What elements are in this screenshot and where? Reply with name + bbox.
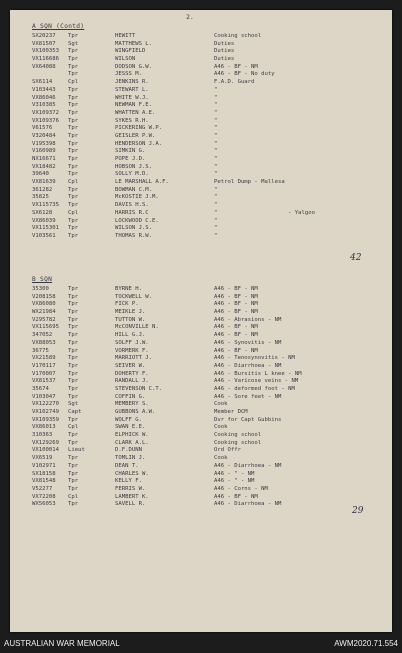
roll-row bbox=[32, 363, 362, 371]
duty-note: A46 - BF - NM bbox=[214, 347, 258, 354]
rank: Sgt bbox=[68, 40, 79, 47]
roll-row bbox=[32, 64, 362, 72]
duty-note: A46 - Diarrhoea - NM bbox=[214, 362, 282, 369]
service-number: V170117 bbox=[32, 362, 56, 369]
roll-row bbox=[32, 56, 362, 64]
member-name: CLARK A.L. bbox=[115, 439, 149, 446]
roll-row bbox=[32, 210, 362, 218]
rank: Tpr bbox=[68, 56, 79, 63]
rank: Tpr bbox=[68, 132, 79, 139]
member-name: CHARLES W. bbox=[115, 470, 149, 477]
service-number: 361282 bbox=[32, 186, 53, 193]
service-number: VX86046 bbox=[32, 94, 56, 101]
member-name: POPE J.D. bbox=[115, 156, 146, 162]
rank: Tpr bbox=[68, 140, 79, 147]
member-name: HENDERSON J.A. bbox=[115, 140, 163, 147]
duty-note: A46 - BF - No duty bbox=[214, 71, 275, 78]
rank: Tpr bbox=[68, 416, 79, 423]
duty-note: " bbox=[214, 156, 218, 162]
section-b-heading: B SQN bbox=[32, 276, 53, 283]
rank: Tpr bbox=[68, 217, 79, 224]
rank: Tpr bbox=[68, 94, 79, 101]
duty-note: A46 - " - NM bbox=[214, 470, 255, 477]
duty-note: Cook bbox=[214, 401, 228, 408]
service-number: SX18158 bbox=[32, 470, 56, 477]
member-name: BOWMAN C.M. bbox=[115, 186, 153, 193]
rank: Tpr bbox=[68, 316, 79, 323]
duty-note: " bbox=[214, 217, 218, 224]
rank: Tpr bbox=[68, 225, 79, 232]
member-name: DOHERTY F. bbox=[115, 370, 149, 377]
duty-note: " bbox=[214, 109, 218, 116]
roll-row bbox=[32, 455, 362, 463]
member-name: MEIKLE J. bbox=[115, 309, 146, 316]
member-name: WHATTEN A.E. bbox=[115, 109, 156, 116]
rank: Tpr bbox=[68, 156, 79, 162]
member-name: FICK P. bbox=[115, 301, 139, 308]
rank: Tpr bbox=[68, 202, 79, 209]
duty-note: A46 - Varicose veins - NM bbox=[214, 378, 299, 385]
duty-note: A46 - Synovitis - NM bbox=[214, 339, 282, 346]
member-name: DODSON G.W. bbox=[115, 63, 153, 70]
roll-row bbox=[32, 48, 362, 56]
rank: Tpr bbox=[68, 332, 79, 339]
rank: Tpr bbox=[68, 455, 79, 462]
member-name: JESSS M. bbox=[115, 71, 142, 78]
duty-note: Cooking school bbox=[214, 33, 262, 39]
duty-note: " bbox=[214, 86, 218, 93]
duty-note: " bbox=[214, 132, 218, 139]
roll-row bbox=[32, 494, 362, 502]
service-number: V320484 bbox=[32, 132, 56, 139]
roll-row bbox=[32, 218, 362, 226]
caption-accession-number: AWM2020.71.554 bbox=[334, 639, 398, 648]
service-number: VX21589 bbox=[32, 355, 56, 362]
service-number: VX86013 bbox=[32, 424, 56, 431]
member-name: HEWITT bbox=[115, 33, 136, 39]
roll-row bbox=[32, 87, 362, 95]
service-number: SX6128 bbox=[32, 209, 53, 216]
member-name: FERRIS W. bbox=[115, 485, 146, 492]
roll-row bbox=[32, 118, 362, 126]
member-name: VORMERK F. bbox=[115, 347, 149, 354]
service-number: VX81639 bbox=[32, 179, 56, 186]
member-name: MATTHEWS L. bbox=[115, 40, 153, 47]
member-name: HARRIS R.C bbox=[115, 209, 149, 216]
member-name: SIMKIN G. bbox=[115, 148, 146, 155]
roll-row bbox=[32, 424, 362, 432]
duty-note: A46 - Bursitis L knee - NM bbox=[214, 370, 302, 377]
duty-note: A46 - BF - NM bbox=[214, 324, 258, 331]
rank: Tpr bbox=[68, 362, 79, 369]
service-number: V160989 bbox=[32, 148, 56, 155]
rank: Tpr bbox=[68, 293, 79, 300]
member-name: LE MARSHALL A.F. bbox=[115, 179, 169, 186]
roll-row bbox=[32, 41, 362, 49]
service-number: VX109372 bbox=[32, 109, 59, 116]
rank: Tpr bbox=[68, 163, 79, 170]
rank: Tpr bbox=[68, 309, 79, 316]
roll-row bbox=[32, 164, 362, 172]
rank: Tpr bbox=[68, 501, 79, 508]
roll-row bbox=[32, 179, 362, 187]
rank: Tpr bbox=[68, 347, 79, 354]
roll-row bbox=[32, 95, 362, 103]
rank: Sgt bbox=[68, 401, 79, 408]
roll-row bbox=[32, 233, 362, 241]
section-b-roll bbox=[32, 286, 362, 509]
service-number: VX72208 bbox=[32, 493, 56, 500]
member-name: SWAN E.E. bbox=[115, 424, 146, 431]
member-name: D.F.DUNN bbox=[115, 447, 142, 454]
rank: Cpl bbox=[68, 209, 79, 216]
duty-note: " bbox=[214, 140, 218, 147]
roll-row bbox=[32, 355, 362, 363]
service-number: NX16671 bbox=[32, 156, 56, 162]
roll-row bbox=[32, 417, 362, 425]
duty-note: A46 - Diarrhoea - NM bbox=[214, 462, 282, 469]
member-name: McCONVILLE N. bbox=[115, 324, 159, 331]
service-number: V295782 bbox=[32, 316, 56, 323]
rank: Tpr bbox=[68, 286, 79, 292]
roll-row bbox=[32, 394, 362, 402]
service-number: 35300 bbox=[32, 286, 49, 292]
service-number: 310363 bbox=[32, 432, 53, 439]
roll-row bbox=[32, 317, 362, 325]
service-number: VX115735 bbox=[32, 202, 59, 209]
duty-note: Duties bbox=[214, 56, 235, 63]
roll-row bbox=[32, 156, 362, 164]
rank: Tpr bbox=[68, 48, 79, 55]
member-name: COFFIN G. bbox=[115, 393, 146, 400]
rank: Tpr bbox=[68, 125, 79, 132]
service-number: WX21984 bbox=[32, 309, 56, 316]
roll-row bbox=[32, 102, 362, 110]
service-number: SX6114 bbox=[32, 79, 53, 86]
duty-note: " bbox=[214, 117, 218, 124]
member-name: McKOSTIE J.M. bbox=[115, 194, 159, 201]
service-number: VX81548 bbox=[32, 478, 56, 485]
caption-institution: AUSTRALIAN WAR MEMORIAL bbox=[4, 639, 120, 648]
roll-row bbox=[32, 432, 362, 440]
duty-note: " bbox=[214, 163, 218, 170]
duty-note: " bbox=[214, 148, 218, 155]
member-name: WHITE W.J. bbox=[115, 94, 149, 101]
duty-note: A46 - Sore feet - NM bbox=[214, 393, 282, 400]
service-number: V103443 bbox=[32, 86, 56, 93]
roll-row bbox=[32, 486, 362, 494]
rank: Tpr bbox=[68, 86, 79, 93]
service-number: VX122270 bbox=[32, 401, 59, 408]
duty-note: " bbox=[214, 232, 218, 239]
service-number: 36775 bbox=[32, 347, 49, 354]
duty-note: " bbox=[214, 94, 218, 101]
roll-row bbox=[32, 478, 362, 486]
rank: Tpr bbox=[68, 378, 79, 385]
member-name: RANDALL J. bbox=[115, 378, 149, 385]
duty-note: " bbox=[214, 102, 218, 109]
service-number: VX81507 bbox=[32, 40, 56, 47]
member-name: DEAN T. bbox=[115, 462, 139, 469]
handwritten-count-a: 42 bbox=[350, 253, 362, 263]
member-name: ELPHICK W. bbox=[115, 432, 149, 439]
duty-note: " bbox=[214, 171, 218, 178]
roll-row bbox=[32, 133, 362, 141]
member-name: GUBBONS A.W. bbox=[115, 409, 156, 415]
roll-row bbox=[32, 386, 362, 394]
member-name: SYKES R.H. bbox=[115, 117, 149, 124]
member-name: LOCKWOOD C.E. bbox=[115, 217, 159, 224]
rank: Tpr bbox=[68, 462, 79, 469]
rank: Tpr bbox=[68, 102, 79, 109]
roll-row bbox=[32, 332, 362, 340]
service-number: VX100353 bbox=[32, 48, 59, 55]
rank: Tpr bbox=[68, 194, 79, 201]
duty-note: A46 - BF - NM bbox=[214, 493, 258, 500]
duty-note: Cooking school bbox=[214, 439, 262, 446]
member-name: WOLFF G. bbox=[115, 416, 142, 423]
service-number: VX115301 bbox=[32, 225, 59, 232]
member-name: BYRNE H. bbox=[115, 286, 142, 292]
service-number: 35674 bbox=[32, 385, 49, 392]
handwritten-count-b: 29 bbox=[352, 506, 364, 516]
duty-note: Petrol Dump - Mallesa bbox=[214, 179, 285, 186]
roll-row bbox=[32, 501, 362, 509]
member-name: WILSON J.S. bbox=[115, 225, 153, 232]
service-number: VX116686 bbox=[32, 56, 59, 63]
roll-row bbox=[32, 171, 362, 179]
duty-note: A46 - BF - NM bbox=[214, 332, 258, 339]
duty-note: Duties bbox=[214, 40, 235, 47]
rank: Tpr bbox=[68, 232, 79, 239]
rank: Tpr bbox=[68, 63, 79, 70]
rank: Tpr bbox=[68, 71, 79, 78]
roll-row bbox=[32, 324, 362, 332]
duty-note: " bbox=[214, 225, 218, 232]
duty-note: " bbox=[214, 209, 218, 216]
member-name: STEWART L. bbox=[115, 86, 149, 93]
member-name: PICKERING W.P. bbox=[115, 125, 163, 132]
roll-row bbox=[32, 194, 362, 202]
duty-note: A46 - BF - NM bbox=[214, 301, 258, 308]
section-a-roll bbox=[32, 33, 362, 241]
rank: Tpr bbox=[68, 432, 79, 439]
duty-note: A46 - Abrasions - NM bbox=[214, 316, 282, 323]
service-number: VX100014 bbox=[32, 447, 59, 454]
duty-note: Member DCM bbox=[214, 409, 248, 415]
rank: Tpr bbox=[68, 485, 79, 492]
service-number: WX56053 bbox=[32, 501, 56, 508]
service-number: VX109359 bbox=[32, 416, 59, 423]
rank: Tpr bbox=[68, 478, 79, 485]
roll-row bbox=[32, 202, 362, 210]
duty-note: A46 - deformed foot - NM bbox=[214, 385, 295, 392]
duty-note: Cooking school bbox=[214, 432, 262, 439]
roll-row bbox=[32, 141, 362, 149]
service-number: VX109376 bbox=[32, 117, 59, 124]
duty-note: Dvr for Capt Gubbins bbox=[214, 416, 282, 423]
member-name: TOMLIN J. bbox=[115, 455, 146, 462]
rank: Tpr bbox=[68, 370, 79, 377]
service-number: VX129269 bbox=[32, 439, 59, 446]
service-number: VX102749 bbox=[32, 409, 59, 415]
rank: Lieut bbox=[68, 447, 85, 454]
duty-note: Duties bbox=[214, 48, 235, 55]
roll-row bbox=[32, 401, 362, 409]
roll-row bbox=[32, 348, 362, 356]
roll-row bbox=[32, 409, 362, 417]
rank: Cpl bbox=[68, 424, 79, 431]
member-name: STEVENSON C.T. bbox=[115, 385, 163, 392]
service-number: VX6519 bbox=[32, 455, 53, 462]
roll-row bbox=[32, 471, 362, 479]
document-page bbox=[10, 10, 392, 632]
member-name: WILSON bbox=[115, 56, 136, 63]
rank: Cpl bbox=[68, 179, 79, 186]
rank: Tpr bbox=[68, 439, 79, 446]
member-name: SOLFF J.W. bbox=[115, 339, 149, 346]
duty-note: A46 - " - NM bbox=[214, 478, 255, 485]
duty-note: A46 - BF - NM bbox=[214, 63, 258, 70]
duty-note: A46 - BF - NM bbox=[214, 293, 258, 300]
member-name: HILL G.J. bbox=[115, 332, 146, 339]
roll-row bbox=[32, 187, 362, 195]
roll-row bbox=[32, 286, 362, 294]
section-a-heading: A SQN (Contd) bbox=[32, 23, 85, 30]
member-name: NEWMAN F.E. bbox=[115, 102, 153, 109]
roll-row bbox=[32, 294, 362, 302]
service-number: VX86039 bbox=[32, 217, 56, 224]
rank: Tpr bbox=[68, 171, 79, 178]
rank: Tpr bbox=[68, 355, 79, 362]
roll-row bbox=[32, 371, 362, 379]
rank: Tpr bbox=[68, 109, 79, 116]
member-name: MEMBERY S. bbox=[115, 401, 149, 408]
duty-note: A46 - BF - NM bbox=[214, 286, 258, 292]
member-name: GEISLER P.W. bbox=[115, 132, 156, 139]
roll-row bbox=[32, 125, 362, 133]
roll-row bbox=[32, 301, 362, 309]
member-name: KELLY F. bbox=[115, 478, 142, 485]
rank: Tpr bbox=[68, 470, 79, 477]
service-number: SX20237 bbox=[32, 33, 56, 39]
rank: Tpr bbox=[68, 186, 79, 193]
roll-row bbox=[32, 71, 362, 79]
service-number: VX18482 bbox=[32, 163, 56, 170]
member-name: TUTTON W. bbox=[115, 316, 146, 323]
service-number: 347052 bbox=[32, 332, 53, 339]
member-name: WINGFIELD bbox=[115, 48, 146, 55]
roll-row bbox=[32, 447, 362, 455]
rank: Tpr bbox=[68, 117, 79, 124]
rank: Tpr bbox=[68, 301, 79, 308]
rank: Tpr bbox=[68, 385, 79, 392]
duty-note: F.A.D. Guard bbox=[214, 79, 255, 86]
roll-row bbox=[32, 225, 362, 233]
service-number: V310385 bbox=[32, 102, 56, 109]
service-number: V103561 bbox=[32, 232, 56, 239]
service-number: 35825 bbox=[32, 194, 49, 201]
roll-row bbox=[32, 378, 362, 386]
duty-note: Cook bbox=[214, 424, 228, 431]
duty-note: A46 - Corns - NM bbox=[214, 485, 268, 492]
location-note: - Yalgoo bbox=[288, 209, 315, 216]
service-number: 39640 bbox=[32, 171, 49, 178]
rank: Cpl bbox=[68, 493, 79, 500]
member-name: SOLLY M.D. bbox=[115, 171, 149, 178]
duty-note: Cook bbox=[214, 455, 228, 462]
duty-note: A46 - Tenosynovitis - NM bbox=[214, 355, 295, 362]
member-name: LAMBERT K. bbox=[115, 493, 149, 500]
duty-note: " bbox=[214, 186, 218, 193]
rank: Capt bbox=[68, 409, 82, 415]
service-number: VX81537 bbox=[32, 378, 56, 385]
service-number: V170007 bbox=[32, 370, 56, 377]
service-number: V52277 bbox=[32, 485, 53, 492]
service-number: VX88053 bbox=[32, 339, 56, 346]
service-number: VX86080 bbox=[32, 301, 56, 308]
roll-row bbox=[32, 148, 362, 156]
rank: Cpl bbox=[68, 79, 79, 86]
duty-note: A46 - Diarrhoea - NM bbox=[214, 501, 282, 508]
service-number: VX64088 bbox=[32, 63, 56, 70]
roll-row bbox=[32, 340, 362, 348]
duty-note: A46 - BF - NM bbox=[214, 309, 258, 316]
roll-row bbox=[32, 440, 362, 448]
duty-note: " bbox=[214, 202, 218, 209]
rank: Tpr bbox=[68, 148, 79, 155]
member-name: SAVELL R. bbox=[115, 501, 146, 508]
member-name: JENKINS R. bbox=[115, 79, 149, 86]
duty-note: " bbox=[214, 194, 218, 201]
page-number: 2. bbox=[186, 13, 194, 21]
roll-row bbox=[32, 110, 362, 118]
duty-note: " bbox=[214, 125, 218, 132]
rank: Tpr bbox=[68, 324, 79, 331]
service-number: V103047 bbox=[32, 393, 56, 400]
member-name: DAVIS H.S. bbox=[115, 202, 149, 209]
roll-row bbox=[32, 79, 362, 87]
rank: Tpr bbox=[68, 393, 79, 400]
service-number: V208158 bbox=[32, 293, 56, 300]
member-name: SEIVER W. bbox=[115, 362, 146, 369]
member-name: HOBSON J.S. bbox=[115, 163, 153, 170]
service-number: V195398 bbox=[32, 140, 56, 147]
service-number: V61576 bbox=[32, 125, 53, 132]
roll-row bbox=[32, 463, 362, 471]
roll-row bbox=[32, 309, 362, 317]
archive-caption-bar bbox=[0, 634, 402, 653]
service-number: VX115695 bbox=[32, 324, 59, 331]
roll-row bbox=[32, 33, 362, 41]
rank: Tpr bbox=[68, 33, 79, 39]
member-name: THOMAS R.W. bbox=[115, 232, 153, 239]
member-name: TOCKWELL W. bbox=[115, 293, 153, 300]
service-number: V102971 bbox=[32, 462, 56, 469]
duty-note: Ord Offr bbox=[214, 447, 241, 454]
member-name: MARRIOTT J. bbox=[115, 355, 153, 362]
rank: Tpr bbox=[68, 339, 79, 346]
